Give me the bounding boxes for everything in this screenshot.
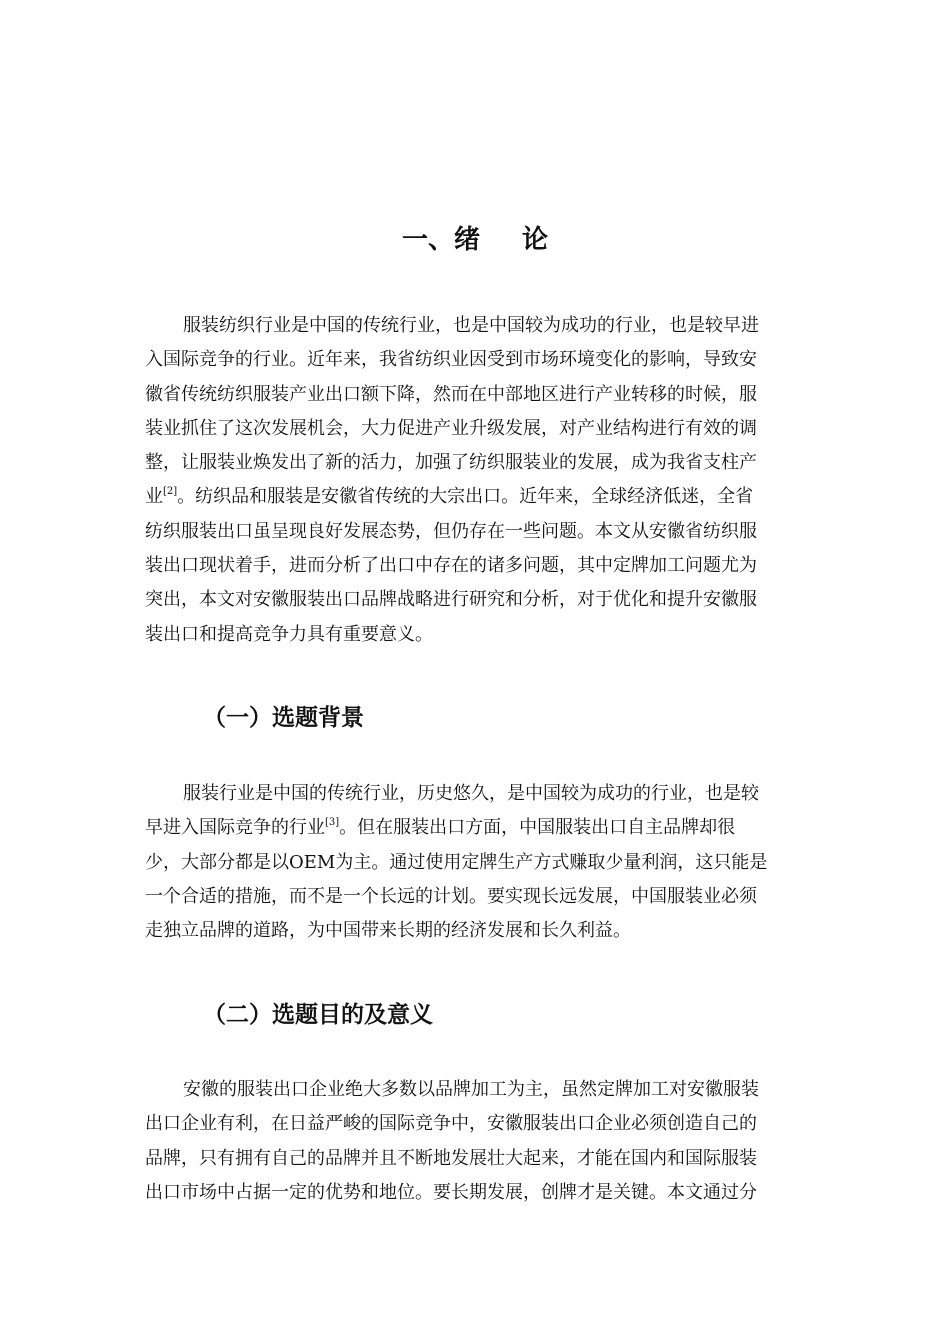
intro-line: 装业抓住了这次发展机会，大力促进产业升级发展，对产业结构进行有效的调: [145, 417, 757, 439]
section-heading-purpose: （二）选题目的及意义: [203, 1002, 433, 1028]
background-line: 服装行业是中国的传统行业，历史悠久，是中国较为成功的行业，也是较: [183, 783, 759, 804]
citation-ref-3: [3]: [325, 817, 340, 829]
background-line-text: 早进入国际竞争的行业: [145, 817, 325, 839]
intro-paragraph: [145, 309, 813, 652]
intro-line: 徽省传统纺织服装产业出口额下降，然而在中部地区进行产业转移的时候，服: [145, 383, 757, 405]
background-line-with-citation: [145, 811, 813, 845]
intro-line: 整，让服装业焕发出了新的活力，加强了纺织服装业的发展，成为我省支柱产: [145, 452, 757, 474]
intro-line: 装出口现状着手，进而分析了出口中存在的诸多问题，其中定牌加工问题尤为: [145, 555, 757, 577]
chapter-title-part1: 一、绪: [401, 225, 480, 255]
intro-line: 入国际竞争的行业。近年来，我省纺织业因受到市场环境变化的影响，导致安: [145, 349, 757, 371]
intro-line: 突出，本文对安徽服装出口品牌战略进行研究和分析，对于优化和提升安徽服: [145, 589, 757, 611]
purpose-line: 品牌，只有拥有自己的品牌并且不断地发展壮大起来，才能在国内和国际服装: [145, 1147, 757, 1169]
purpose-line: 安徽的服装出口企业绝大多数以品牌加工为主，虽然定牌加工对安徽服装: [183, 1079, 759, 1100]
intro-line: 服装纺织行业是中国的传统行业，也是中国较为成功的行业，也是较早进: [183, 315, 759, 336]
purpose-line: 出口企业有利，在日益严峻的国际竞争中，安徽服装出口企业必须创造自己的: [145, 1113, 757, 1135]
citation-ref-2: [2]: [163, 486, 178, 498]
background-paragraph: [145, 777, 813, 948]
intro-line: 装出口和提高竞争力具有重要意义。: [145, 623, 433, 645]
intro-line-text: 业: [145, 486, 163, 508]
background-line-text: 。但在服装出口方面，中国服装出口自主品牌却很: [339, 817, 736, 839]
section-heading-background: （一）选题背景: [203, 705, 364, 731]
background-line: 一个合适的措施，而不是一个长远的计划。要实现长远发展，中国服装业必须: [145, 885, 757, 907]
intro-line-text: 。纺织品和服装是安徽省传统的大宗出口。近年来，全球经济低迷，全省: [177, 486, 754, 508]
purpose-paragraph: [145, 1073, 813, 1210]
purpose-line: 出口市场中占据一定的优势和地位。要长期发展，创牌才是关键。本文通过分: [145, 1181, 757, 1203]
chapter-title: [0, 222, 950, 258]
background-line: 走独立品牌的道路，为中国带来长期的经济发展和长久利益。: [145, 920, 631, 942]
intro-line-with-citation: [145, 480, 813, 514]
intro-line: 纺织服装出口虽呈现良好发展态势，但仍存在一些问题。本文从安徽省纺织服: [145, 520, 757, 542]
chapter-title-part2: 论: [522, 225, 549, 255]
background-line: 少，大部分都是以OEM为主。通过使用定牌生产方式赚取少量利润，这只能是: [145, 851, 768, 873]
